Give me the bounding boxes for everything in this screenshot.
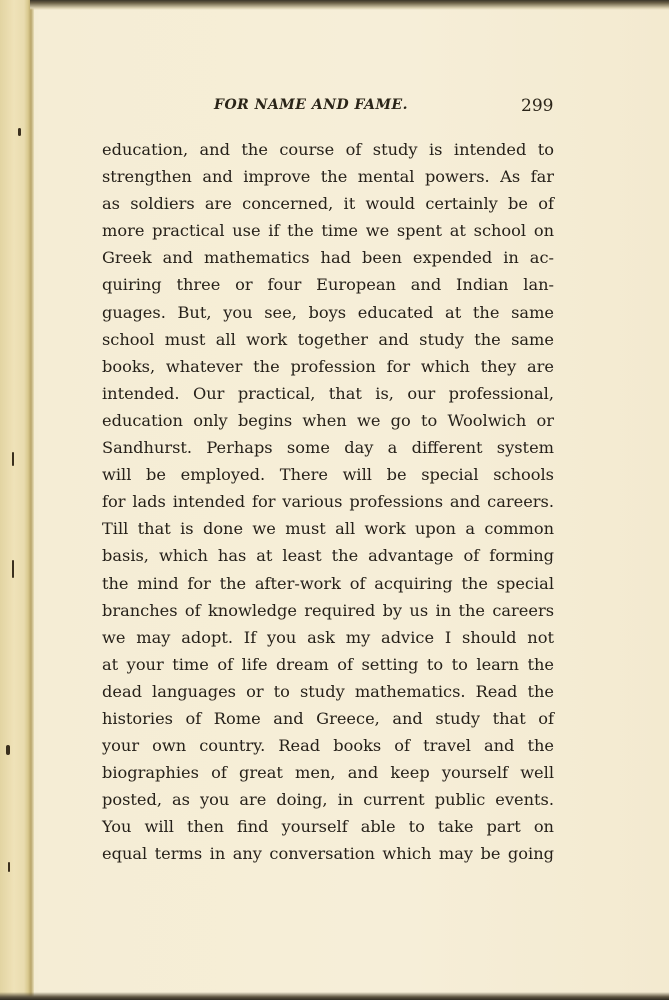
gutter-mark bbox=[12, 452, 14, 466]
text-line: at your time of life dream of setting to to learn the bbox=[102, 654, 554, 674]
text-line: quiring three or four European and Indian lan- bbox=[102, 275, 554, 295]
gutter-mark bbox=[12, 560, 14, 578]
page-number: 299 bbox=[521, 96, 554, 116]
text-line: more practical use if the time we spent at school on bbox=[102, 221, 554, 241]
text-line: branches of knowledge required by us in the careers bbox=[102, 600, 554, 620]
text-line: dead languages or to study mathematics. Read the bbox=[102, 681, 554, 701]
text-line: Greek and mathematics had been expended in ac- bbox=[102, 248, 554, 268]
text-line: histories of Rome and Greece, and study that of bbox=[102, 708, 554, 728]
text-line: school must all work together and study the same bbox=[102, 329, 554, 349]
text-line: intended. Our practical, that is, our professional, bbox=[102, 383, 554, 403]
text-line: we may adopt. If you ask my advice I should not bbox=[102, 627, 554, 647]
page-top-edge bbox=[30, 0, 669, 10]
gutter-mark bbox=[18, 128, 21, 136]
text-line: the mind for the after-work of acquiring the special bbox=[102, 573, 554, 593]
text-line: strengthen and improve the mental powers. As far bbox=[102, 167, 554, 187]
body-text bbox=[102, 136, 554, 868]
text-line: books, whatever the profession for which they are bbox=[102, 356, 554, 376]
text-line: Till that is done we must all work upon a common bbox=[102, 519, 554, 539]
text-line: Sandhurst. Perhaps some day a different system bbox=[102, 438, 554, 458]
text-line: biographies of great men, and keep yourself well bbox=[102, 763, 554, 783]
text-line: as soldiers are concerned, it would certainly be of bbox=[102, 194, 554, 214]
text-line: your own country. Read books of travel and the bbox=[102, 736, 554, 756]
text-line: basis, which has at least the advantage of forming bbox=[102, 546, 554, 566]
text-line: education only begins when we go to Woolwich or bbox=[102, 410, 554, 430]
text-line: posted, as you are doing, in current public events. bbox=[102, 790, 554, 810]
text-line: education, and the course of study is intended to bbox=[102, 140, 554, 159]
text-line: guages. But, you see, boys educated at the same bbox=[102, 302, 554, 322]
gutter-mark bbox=[8, 862, 10, 872]
page-bottom-edge bbox=[0, 992, 669, 1000]
running-title: FOR NAME AND FAME. bbox=[214, 97, 409, 113]
gutter-mark bbox=[6, 745, 10, 755]
page-gutter bbox=[0, 0, 34, 1000]
text-line: for lads intended for various professions and careers. bbox=[102, 492, 554, 512]
text-line: will be employed. There will be special schools bbox=[102, 465, 554, 485]
text-line: equal terms in any conversation which may be going bbox=[102, 844, 554, 864]
page-header bbox=[0, 97, 669, 119]
text-line: You will then find yourself able to take part on bbox=[102, 817, 554, 837]
